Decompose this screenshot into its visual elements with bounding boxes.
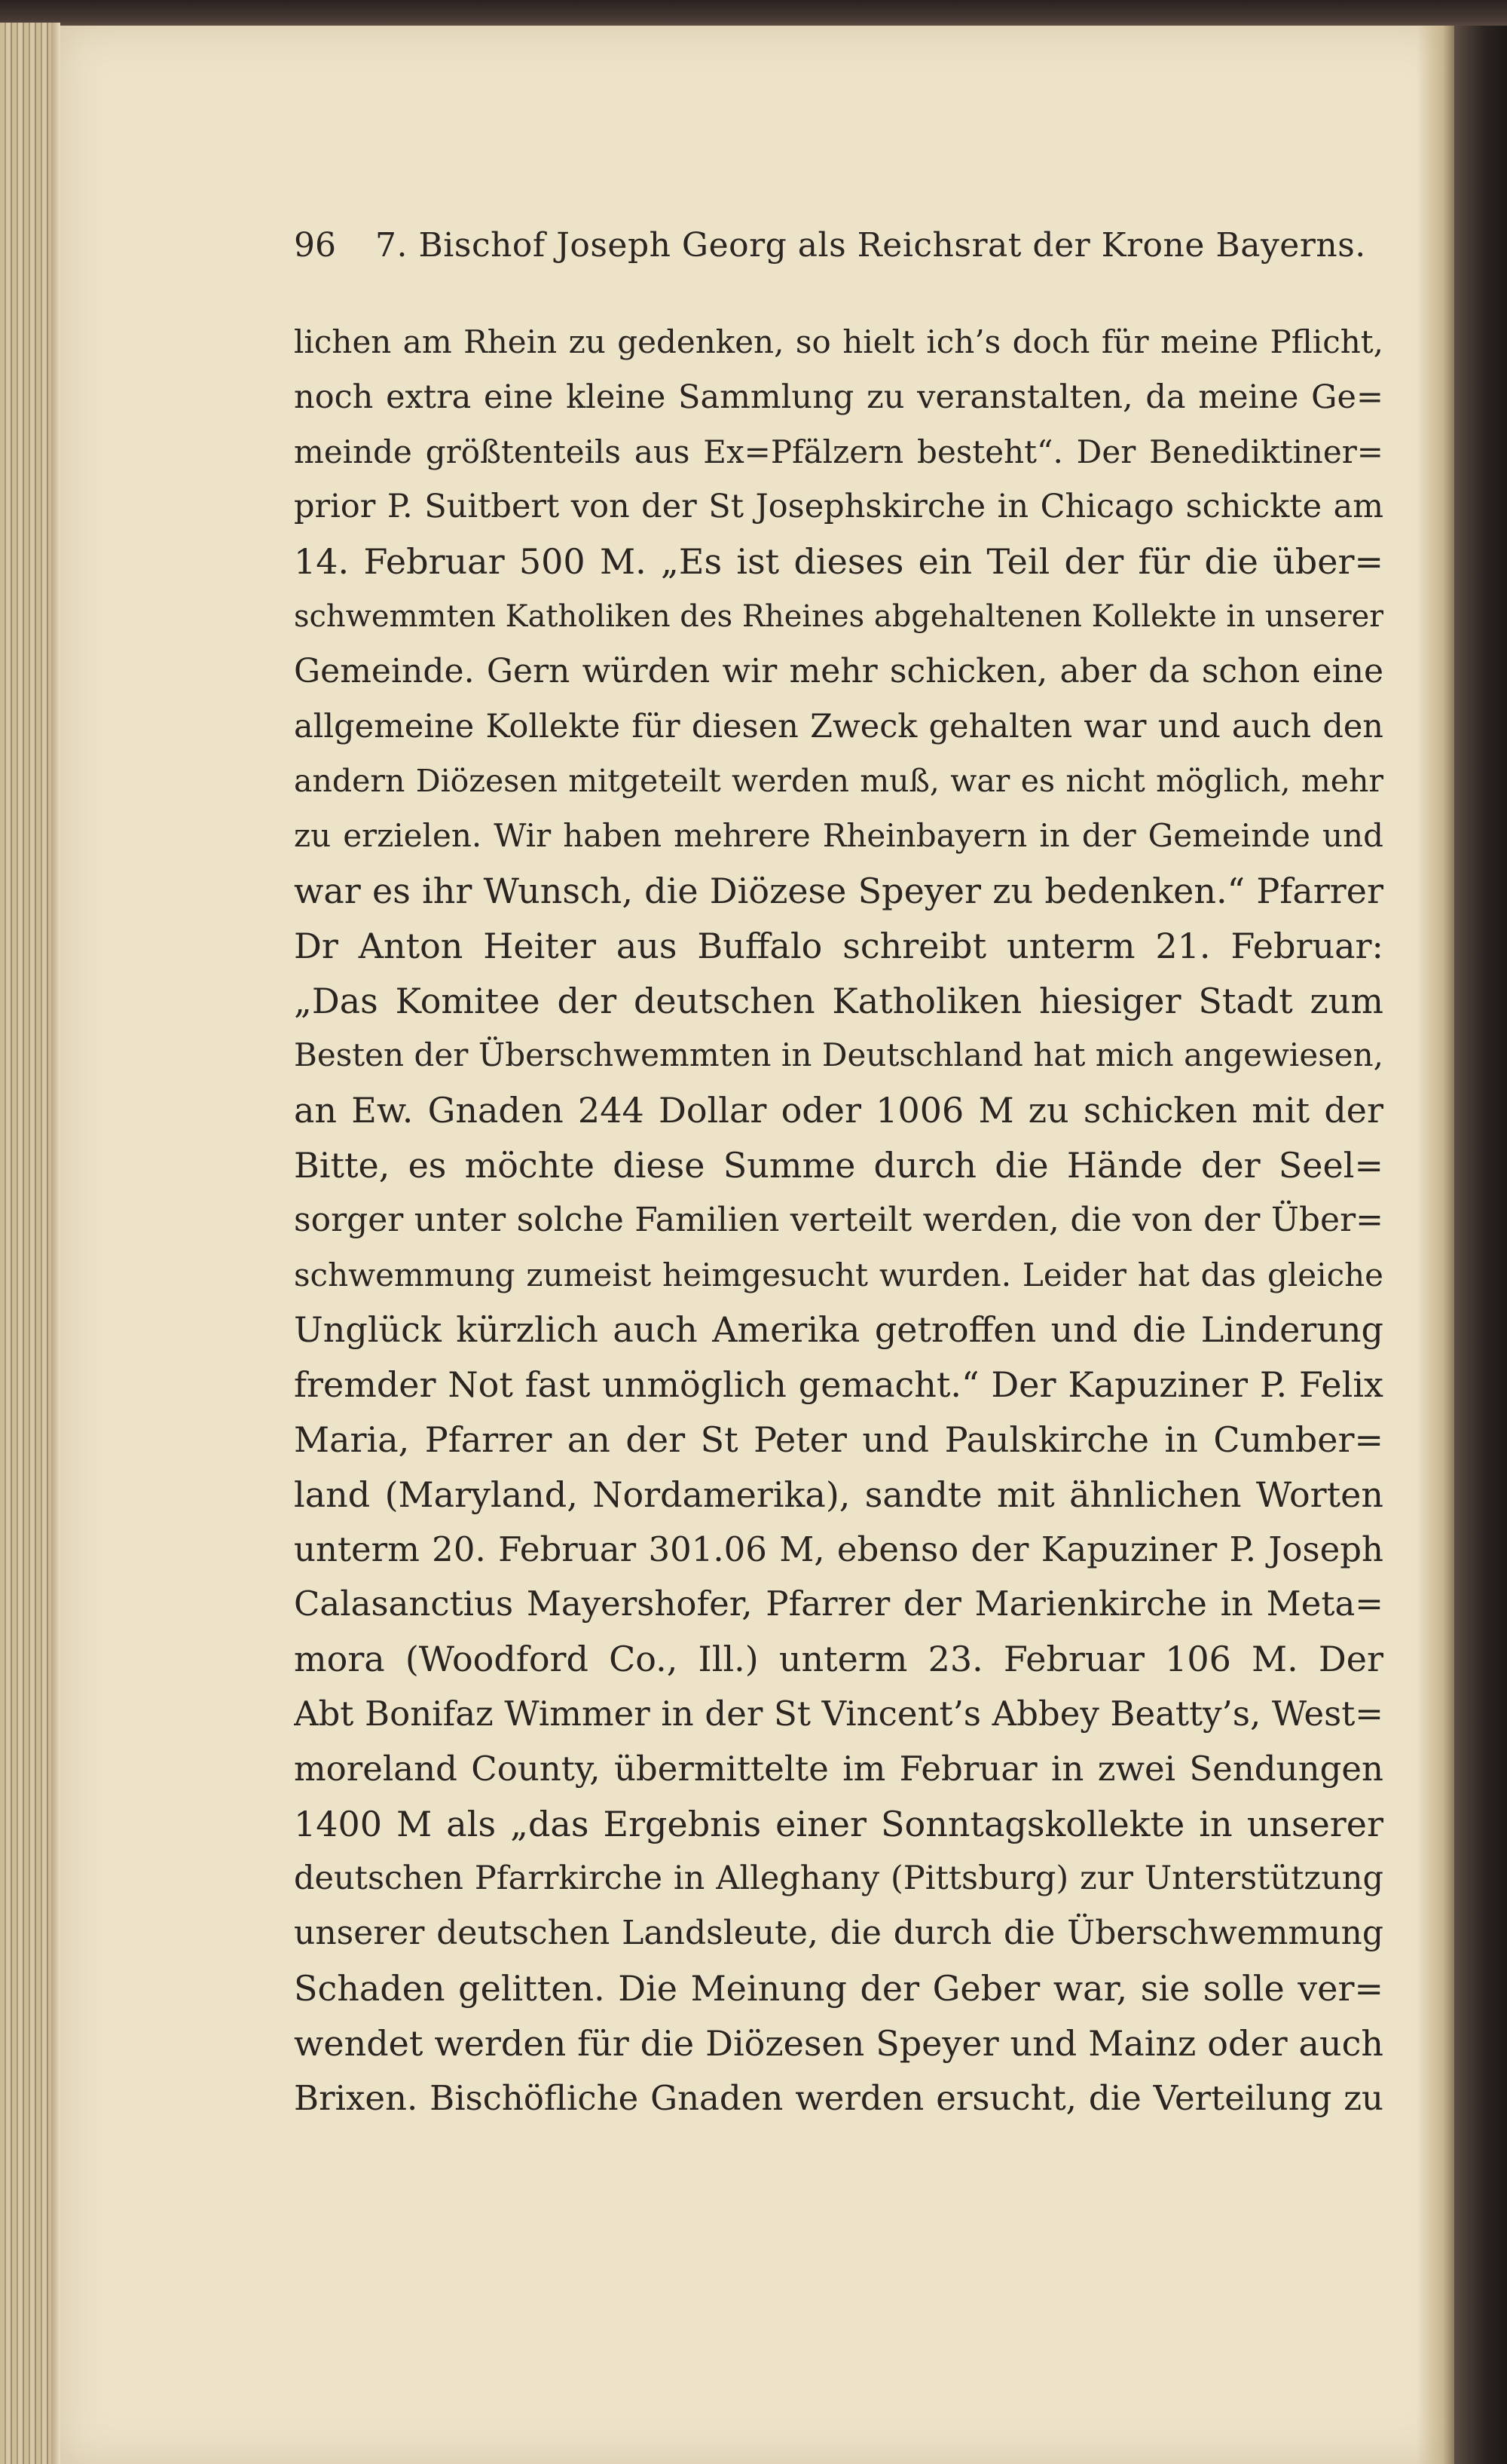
text-line: moreland County, übermittelte im Februar in zwei Sendungen xyxy=(294,1748,1383,1789)
scan-right-edge xyxy=(1454,26,1507,2464)
text-line: noch extra eine kleine Sammlung zu veranstalten, da meine Ge= xyxy=(294,378,1383,416)
text-line: Unglück kürzlich auch Amerika getroffen und die Linderung xyxy=(294,1309,1383,1351)
text-line: lichen am Rhein zu gedenken, so hielt ich’s doch für meine Pflicht, xyxy=(294,323,1383,360)
text-line: unserer deutschen Landsleute, die durch die Überschwemmung xyxy=(294,1914,1383,1953)
text-line: 14. Februar 500 M. „Es ist dieses ein Teil der für die über= xyxy=(294,541,1383,583)
text-line: Besten der Überschwemmten in Deutschland hat mich angewiesen, xyxy=(294,1036,1383,1074)
running-head xyxy=(294,226,1379,265)
text-line: Brixen. Bischöfliche Gnaden werden ersucht, die Verteilung zu xyxy=(294,2077,1383,2118)
text-line: Schaden gelitten. Die Meinung der Geber war, sie solle ver= xyxy=(294,1967,1383,2009)
text-line: war es ihr Wunsch, die Diözese Speyer zu bedenken.“ Pfarrer xyxy=(294,870,1383,911)
text-line: allgemeine Kollekte für diesen Zweck gehalten war und auch den xyxy=(294,707,1383,745)
text-line: Maria, Pfarrer an der St Peter und Paulskirche in Cumber= xyxy=(294,1419,1383,1460)
text-line: meinde größtenteils aus Ex=Pfälzern besteht“. Der Benediktiner= xyxy=(294,433,1383,470)
text-line: schwemmung zumeist heimgesucht wurden. Leider hat das gleiche xyxy=(294,1256,1383,1293)
text-line: an Ew. Gnaden 244 Dollar oder 1006 M zu schicken mit der xyxy=(294,1090,1383,1131)
text-line: deutschen Pfarrkirche in Alleghany (Pittsburg) zur Unterstützung xyxy=(294,1859,1383,1898)
text-line: Abt Bonifaz Wimmer in der St Vincent’s Abbey Beatty’s, West= xyxy=(294,1693,1383,1734)
text-line: Bitte, es möchte diese Summe durch die Hände der Seel= xyxy=(294,1144,1383,1186)
text-line: sorger unter solche Familien verteilt werden, die von der Über= xyxy=(294,1200,1383,1239)
text-line: andern Diözesen mitgeteilt werden muß, war es nicht möglich, mehr xyxy=(294,763,1383,800)
text-line: Dr Anton Heiter aus Buffalo schreibt unterm 21. Februar: xyxy=(294,925,1383,966)
chapter-title: 7. Bischof Joseph Georg als Reichsrat der Krone Bayerns. xyxy=(375,226,1366,265)
text-line: wendet werden für die Diözesen Speyer und Mainz oder auch xyxy=(294,2022,1383,2064)
book-page-edges xyxy=(0,23,60,2464)
text-line: fremder Not fast unmöglich gemacht.“ Der Kapuziner P. Felix xyxy=(294,1364,1383,1406)
text-line: 1400 M als „das Ergebnis einer Sonntagskollekte in unserer xyxy=(294,1803,1383,1844)
text-line: Calasanctius Mayershofer, Pfarrer der Marienkirche in Meta= xyxy=(294,1584,1383,1624)
text-line: prior P. Suitbert von der St Josephskirche in Chicago schickte am xyxy=(294,488,1383,526)
text-line: land (Maryland, Nordamerika), sandte mit ähnlichen Worten xyxy=(294,1474,1383,1515)
text-line: schwemmten Katholiken des Rheines abgehaltenen Kollekte in unserer xyxy=(294,598,1383,634)
text-line: Gemeinde. Gern würden wir mehr schicken, aber da schon eine xyxy=(294,651,1383,690)
text-line: zu erzielen. Wir haben mehrere Rheinbayern in der Gemeinde und xyxy=(294,817,1383,855)
page-number: 96 xyxy=(294,226,336,265)
text-line: „Das Komitee der deutschen Katholiken hiesiger Stadt zum xyxy=(294,980,1383,1021)
text-line: mora (Woodford Co., Ill.) unterm 23. Februar 106 M. Der xyxy=(294,1639,1383,1680)
text-line: unterm 20. Februar 301.06 M, ebenso der Kapuziner P. Joseph xyxy=(294,1529,1383,1569)
body-text xyxy=(294,315,1383,2126)
